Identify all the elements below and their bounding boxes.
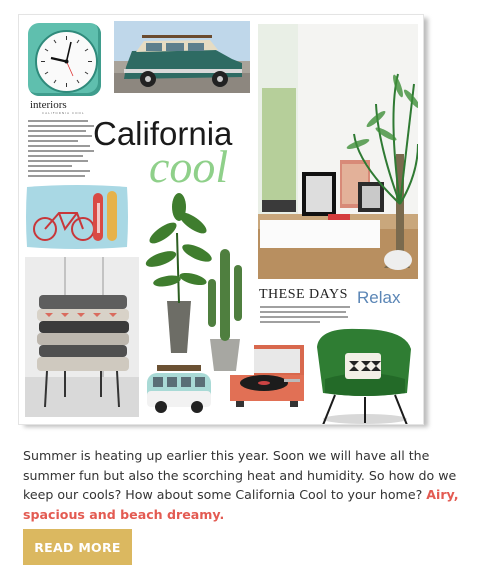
magazine-text-lines (260, 306, 350, 326)
clock-face (35, 30, 98, 93)
record-player-image (224, 341, 310, 413)
post-highlight-text: Airy, spacious and beach dreamy. (23, 487, 459, 522)
vintage-car-photo (114, 21, 250, 93)
interiors-magazine-page (28, 98, 96, 190)
post-description (23, 446, 463, 524)
california-cool-collage[interactable] (18, 14, 424, 425)
magazine-relax-word: Relax (357, 288, 401, 307)
interiors-text-lines (28, 120, 96, 180)
interiors-title: interiors (30, 99, 67, 111)
read-more-button[interactable]: READ MORE (23, 529, 132, 565)
potted-plant-image (143, 193, 213, 353)
interiors-subtitle: CALIFORNIA COOL (42, 111, 85, 115)
wall-clock-image (28, 23, 101, 96)
bicycle-pillow-image (25, 183, 129, 251)
collage-title-california: California (93, 115, 233, 152)
green-armchair-image (309, 327, 419, 425)
clock-hands-icon (37, 32, 96, 91)
magazine-title: THESE DAYS (259, 287, 348, 302)
vw-van-image (143, 361, 215, 415)
living-room-photo (258, 24, 418, 279)
post-body-text: Summer is heating up earlier this year. Soon we will have all the summer fun but also the scorching heat and humidity. So how do we keep our cools? How about some California Cool to your home? (23, 448, 457, 502)
blanket-stack-photo (25, 257, 139, 417)
collage-title-cool: cool (149, 141, 229, 192)
